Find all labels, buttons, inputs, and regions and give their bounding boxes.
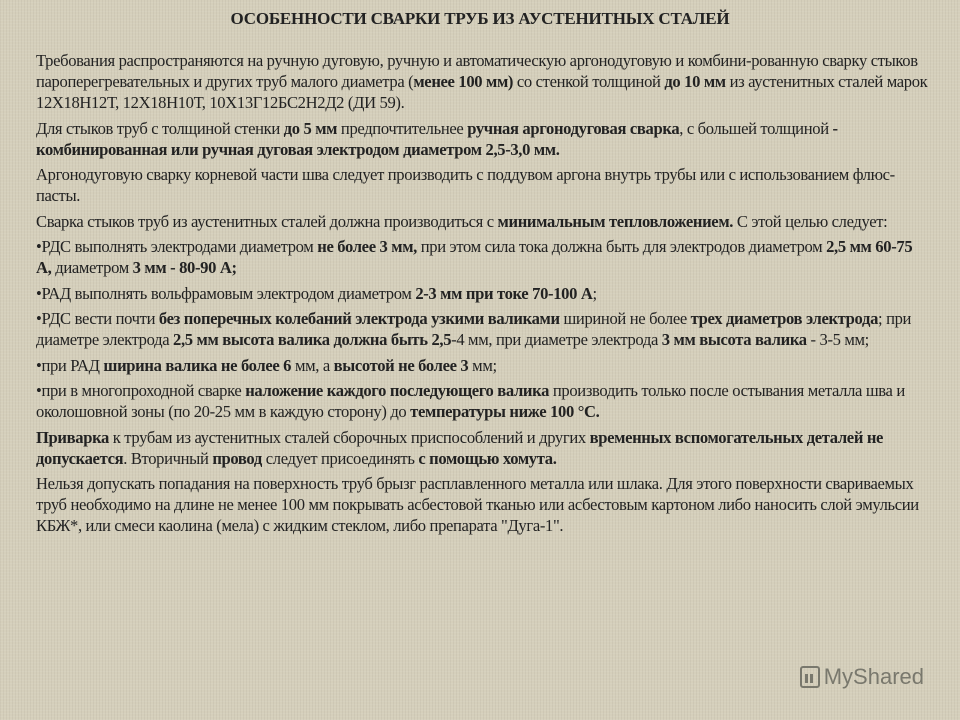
bold-text: ширина валика не более 6	[103, 355, 292, 375]
bold-text: минимальным тепловложением.	[497, 211, 734, 231]
bold-text: 2-3 мм при токе 70-100 А	[415, 283, 593, 303]
text: •РДС вести почти	[36, 309, 159, 328]
text: ; при диаметре электрода	[36, 309, 912, 349]
text: мм, а	[291, 355, 334, 375]
slide-title: ОСОБЕННОСТИ СВАРКИ ТРУБ ИЗ АУСТЕНИТНЫХ СТАЛЕЙ	[230, 9, 730, 28]
text: мм;	[468, 355, 497, 375]
paragraph	[36, 283, 928, 304]
text: Требования распространяются на ручную дуговую, ручную и автоматическую аргонодуговую и комбини-рованную сварку стыков пароперегревательных и других труб малого диаметра (	[36, 51, 918, 91]
bold-text: с помощью хомута.	[418, 448, 557, 468]
bold-text: не более 3 мм,	[317, 237, 417, 256]
text: С этой целью следует:	[733, 211, 888, 231]
text: Сварка стыков труб из аустенитных сталей должна производиться с	[36, 211, 498, 231]
bold-text: до 5 мм	[283, 118, 338, 138]
text: производить только после остывания металла шва и околошовной зоны (по 20-25 мм в каждую сторону) до	[36, 381, 905, 421]
bold-text: 2,5 мм высота валика должна быть 2,5	[173, 330, 452, 349]
text: следует присоединять	[261, 448, 419, 468]
bold-text: Приварка	[36, 427, 109, 447]
text: со стенкой толщиной	[513, 72, 665, 91]
text: к трубам из аустенитных сталей сборочных приспособлений и других	[109, 427, 590, 447]
text: ;	[592, 283, 597, 303]
text: •при в многопроходной сварке	[36, 381, 246, 400]
text: Нельзя допускать попадания на поверхность труб брызг расплавленного металла или шлака. Для этого поверхности свариваемых труб необходимо на длине не менее 100 мм покрывать асбестовой тканью или асбестовым картоном либо наносить слой эмульсии КБЖ*, или смеси каолина (мела) с жидким стеклом, либо препарата "Дуга-1".	[36, 474, 919, 535]
bold-text: температуры ниже 100 °С.	[410, 402, 600, 421]
text: Аргонодуговую сварку корневой части шва следует производить с поддувом аргона внутрь трубы или с использованием флюс-пасты.	[36, 165, 895, 205]
watermark-text: MyShared	[823, 664, 924, 689]
bold-text: высотой не более 3	[333, 355, 469, 375]
watermark-logo	[800, 664, 924, 690]
text: •РДС выполнять электродами диаметром	[36, 237, 318, 256]
paragraph	[36, 355, 928, 376]
paragraph	[36, 473, 928, 536]
text: , с большей толщиной	[679, 118, 833, 138]
text: Для стыков труб с толщиной стенки	[36, 118, 284, 138]
bold-text: 3 мм - 80-90 А;	[132, 258, 237, 277]
bold-text: до 10 мм	[664, 72, 726, 91]
text: шириной не более	[559, 309, 691, 328]
paragraph	[36, 427, 928, 469]
paragraph	[36, 308, 928, 350]
text: . Вторичный	[123, 448, 213, 468]
bold-text: менее 100 мм)	[413, 72, 514, 91]
paragraph	[36, 118, 928, 160]
bold-text: без поперечных колебаний электрода узкими валиками	[158, 309, 560, 328]
bold-text: трех диаметров электрода	[690, 309, 879, 328]
paragraph	[36, 236, 928, 278]
text: предпочтительнее	[337, 118, 468, 138]
slide-body	[36, 50, 928, 541]
bold-text: 2,5 мм 60-75 А,	[36, 237, 913, 277]
bold-text: провод	[212, 448, 262, 468]
text: из аустенитных сталей марок 12Х18Н12Т, 12Х18Н10Т, 10Х13Г12БС2Н2Д2 (ДИ 59).	[36, 72, 928, 112]
bold-text: временных вспомогательных деталей не допускается	[36, 427, 884, 468]
text: •при РАД	[36, 355, 104, 375]
text: -4 мм, при диаметре электрода	[451, 330, 662, 349]
text: - 3-5 мм;	[806, 330, 869, 349]
presentation-chart-icon	[800, 666, 820, 688]
text: •РАД выполнять вольфрамовым электродом диаметром	[36, 283, 416, 303]
bold-text: наложение каждого последующего валика	[245, 381, 550, 400]
text: диаметром	[51, 258, 133, 277]
bold-text: ручная аргонодуговая сварка	[467, 118, 680, 138]
paragraph	[36, 211, 928, 232]
paragraph	[36, 164, 928, 206]
text: при этом сила тока должна быть для электродов диаметром	[416, 237, 827, 256]
paragraph	[36, 380, 928, 422]
paragraph	[36, 50, 928, 113]
bold-text: 3 мм высота валика	[661, 330, 807, 349]
bold-text: - комбинированная или ручная дуговая электродом диаметром 2,5-3,0 мм.	[36, 118, 838, 159]
